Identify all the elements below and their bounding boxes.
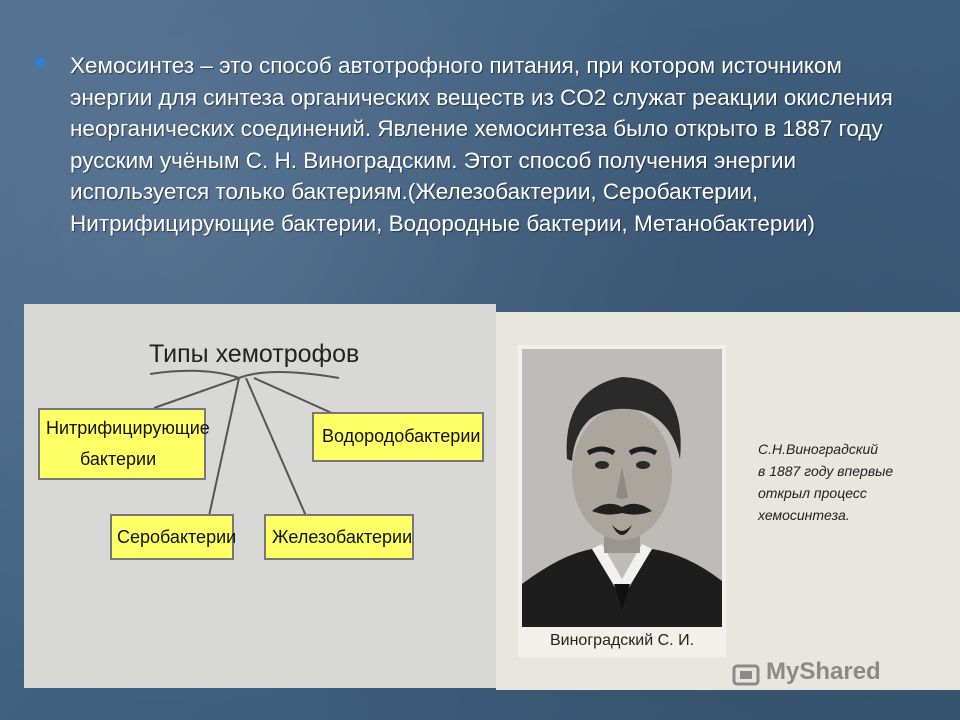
diagram-title: Типы хемотрофов	[149, 340, 360, 368]
nitrifying-label-line2: бактерии	[80, 449, 157, 469]
portrait-photo	[522, 349, 722, 627]
myshared-watermark: MyShared	[766, 658, 881, 685]
description-line-3: открыл процесс	[758, 485, 867, 501]
bullet-square-icon	[36, 58, 45, 67]
hydrogen-bacteria-box	[312, 412, 484, 462]
description-line-4: хемосинтеза.	[758, 507, 850, 523]
portrait-caption: Виноградский С. И.	[549, 632, 695, 649]
iron-bacteria-box	[264, 514, 414, 560]
sulfur-bacteria-box	[110, 514, 237, 560]
portrait-panel	[496, 312, 960, 690]
portrait-description	[758, 438, 948, 526]
portrait-frame	[518, 345, 726, 657]
nitrifying-bacteria-box	[38, 408, 210, 480]
description-line-2: в 1887 году впервые	[758, 463, 894, 479]
chemotrophs-diagram	[24, 304, 496, 688]
iron-label: Железобактерии	[272, 527, 413, 547]
hydrogen-label: Водородобактерии	[322, 426, 481, 446]
description-line-1: С.Н.Виноградский	[758, 441, 879, 457]
bullet-text: Хемосинтез – это способ автотрофного питания, при котором источником энергии для синтеза органических веществ из CO2 служат реакции окисления неорганических соединений. Явление хемосинтеза было открыто в 1887 году русским учёным С. Н. Виноградским. Этот способ получения энергии используется только бактериям.(Железобактерии, Серобактерии, Нитрифицирующие бактерии, Водородные бактерии, Метанобактерии)	[70, 53, 893, 236]
nitrifying-label-line1: Нитрифицирующие	[46, 418, 210, 438]
sulfur-label: Серобактерии	[117, 527, 237, 547]
myshared-logo-icon	[732, 662, 760, 688]
